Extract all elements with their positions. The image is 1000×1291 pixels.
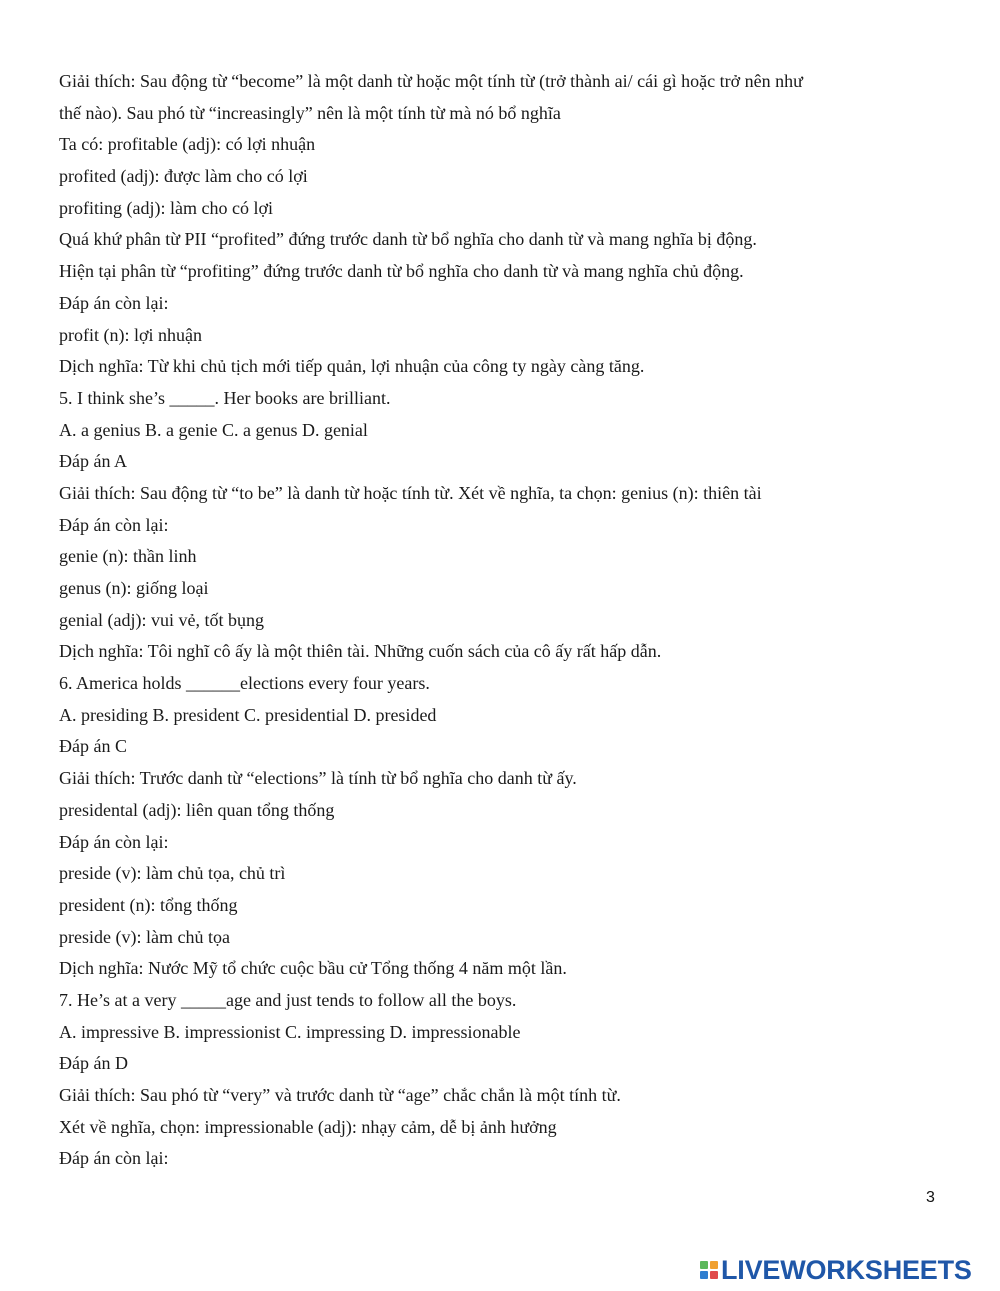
text-line: genus (n): giống loại bbox=[59, 578, 209, 598]
question-5: 5. I think she’s _____. Her books are brilliant. bbox=[59, 387, 391, 408]
answer-6: Đáp án C bbox=[59, 736, 127, 757]
options-6: A. presiding B. president C. presidential D. presided bbox=[59, 704, 437, 725]
text-line: Dịch nghĩa: Nước Mỹ tổ chức cuộc bầu cử Tổng thống 4 năm một lần. bbox=[59, 958, 567, 979]
text-line: Giải thích: Trước danh từ “elections” là tính từ bổ nghĩa cho danh từ ấy. bbox=[59, 768, 577, 789]
text-line: genie (n): thần linh bbox=[59, 546, 197, 567]
text-line: Dịch nghĩa: Tôi nghĩ cô ấy là một thiên tài. Những cuốn sách của cô ấy rất hấp dẫn. bbox=[59, 641, 662, 662]
text-line: Quá khứ phân từ PII “profited” đứng trước danh từ bổ nghĩa cho danh từ và mang nghĩa bị động. bbox=[59, 229, 757, 250]
logo-text: LIVEWORKSHEETS bbox=[721, 1254, 972, 1285]
liveworksheets-logo-icon bbox=[700, 1261, 718, 1279]
document-body bbox=[59, 66, 939, 1175]
logo-tile-green bbox=[700, 1261, 708, 1269]
text-line: Đáp án còn lại: bbox=[59, 292, 169, 313]
text-line: Xét về nghĩa, chọn: impressionable (adj): nhạy cảm, dễ bị ảnh hưởng bbox=[59, 1116, 557, 1137]
text-line: Giải thích: Sau động từ “become” là một danh từ hoặc một tính từ (trở thành ai/ cái gì hoặc trở nên như bbox=[59, 71, 803, 91]
text-line: genial (adj): vui vẻ, tốt bụng bbox=[59, 609, 264, 630]
logo-tile-blue bbox=[700, 1271, 708, 1279]
text-line: profit (n): lợi nhuận bbox=[59, 324, 202, 345]
text-line: Đáp án còn lại: bbox=[59, 514, 169, 535]
text-line: profited (adj): được làm cho có lợi bbox=[59, 166, 308, 187]
text-line: president (n): tổng thống bbox=[59, 894, 238, 915]
answer-7: Đáp án D bbox=[59, 1053, 128, 1074]
text-line: Giải thích: Sau phó từ “very” và trước danh từ “age” chắc chắn là một tính từ. bbox=[59, 1085, 621, 1105]
text-line: preside (v): làm chủ tọa bbox=[59, 926, 230, 947]
logo-tile-orange bbox=[710, 1261, 718, 1269]
text-line: Đáp án còn lại: bbox=[59, 831, 169, 852]
text-line: Đáp án còn lại: bbox=[59, 1148, 169, 1169]
text-line: profiting (adj): làm cho có lợi bbox=[59, 197, 273, 218]
text-line: Hiện tại phân từ “profiting” đứng trước danh từ bổ nghĩa cho danh từ và mang nghĩa chủ động. bbox=[59, 261, 744, 282]
question-7: 7. He’s at a very _____age and just tends to follow all the boys. bbox=[59, 989, 517, 1010]
text-line: presidental (adj): liên quan tổng thống bbox=[59, 799, 335, 820]
text-line: Giải thích: Sau động từ “to be” là danh từ hoặc tính từ. Xét về nghĩa, ta chọn: genius (n): thiên tài bbox=[59, 482, 762, 503]
logo-tile-red bbox=[710, 1271, 718, 1279]
text-line: thế nào). Sau phó từ “increasingly” nên là một tính từ mà nó bổ nghĩa bbox=[59, 102, 561, 123]
answer-5: Đáp án A bbox=[59, 451, 127, 472]
liveworksheets-logo bbox=[700, 1252, 972, 1288]
page-number: 3 bbox=[926, 1189, 935, 1206]
text-line: Dịch nghĩa: Từ khi chủ tịch mới tiếp quản, lợi nhuận của công ty ngày càng tăng. bbox=[59, 356, 645, 377]
options-7: A. impressive B. impressionist C. impressing D. impressionable bbox=[59, 1021, 521, 1042]
question-6: 6. America holds ______elections every four years. bbox=[59, 673, 430, 694]
text-line: preside (v): làm chủ tọa, chủ trì bbox=[59, 863, 286, 884]
options-5: A. a genius B. a genie C. a genus D. genial bbox=[59, 419, 368, 440]
text-line: Ta có: profitable (adj): có lợi nhuận bbox=[59, 134, 316, 155]
